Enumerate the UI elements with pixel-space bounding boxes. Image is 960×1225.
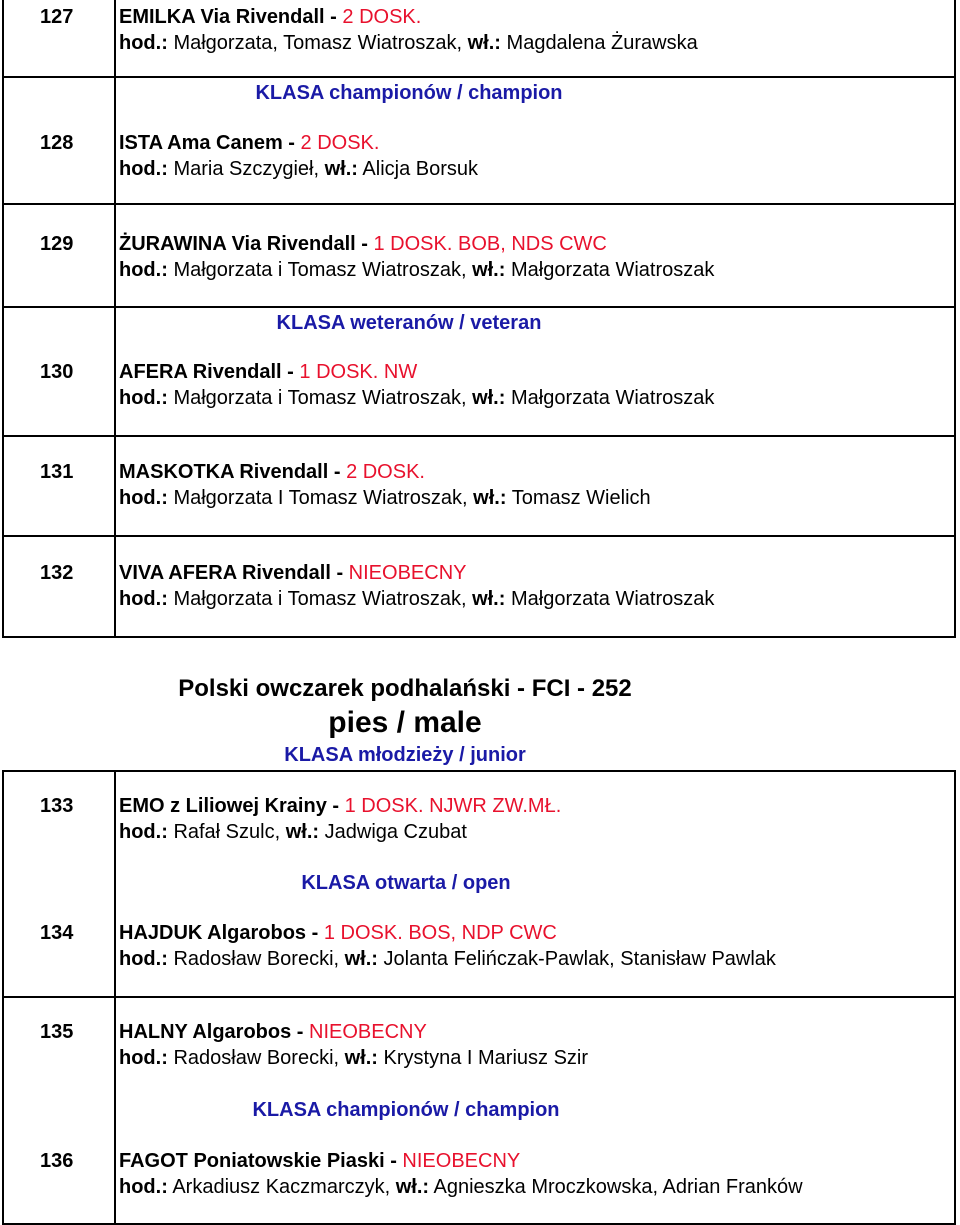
row-divider xyxy=(2,535,956,537)
dog-name: FAGOT Poniatowskie Piaski xyxy=(119,1150,385,1172)
dog-name: VIVA AFERA Rivendall xyxy=(119,562,331,584)
result: 1 DOSK. NJWR ZW.MŁ. xyxy=(344,795,562,817)
breeder: Małgorzata i Tomasz Wiatroszak, xyxy=(173,588,467,610)
breeder: Radosław Borecki, xyxy=(173,948,340,970)
entry-number: 128 xyxy=(40,132,74,154)
breeder: Rafał Szulc, xyxy=(173,821,281,843)
result: NIEOBECNY xyxy=(402,1150,521,1172)
entry-number: 133 xyxy=(40,795,74,817)
row-divider xyxy=(2,306,956,308)
owner: Jadwiga Czubat xyxy=(324,821,467,843)
breeder: Małgorzata i Tomasz Wiatroszak, xyxy=(173,387,467,409)
dog-name: ŻURAWINA Via Rivendall xyxy=(119,233,356,255)
breeder: Radosław Borecki, xyxy=(173,1047,340,1069)
owner: Małgorzata Wiatroszak xyxy=(510,259,715,281)
owner: Jolanta Felińczak-Pawlak, Stanisław Pawlak xyxy=(383,948,776,970)
dog-name: EMILKA Via Rivendall xyxy=(119,6,325,28)
row-divider xyxy=(2,76,956,78)
class-heading: KLASA młodzieży / junior xyxy=(284,744,526,766)
owner: Małgorzata Wiatroszak xyxy=(510,387,715,409)
owner: Agnieszka Mroczkowska, Adrian Franków xyxy=(433,1176,803,1198)
row-divider xyxy=(2,203,956,205)
class-heading: KLASA championów / champion xyxy=(252,1099,560,1121)
owner: Alicja Borsuk xyxy=(362,158,479,180)
breed-heading: Polski owczarek podhalański - FCI - 252 xyxy=(178,675,632,702)
class-heading: KLASA championów / champion xyxy=(255,82,563,104)
result: 2 DOSK. xyxy=(346,461,425,483)
entry-number: 130 xyxy=(40,361,74,383)
entry-number: 132 xyxy=(40,562,74,584)
class-heading: KLASA weteranów / veteran xyxy=(276,312,542,334)
owner: Magdalena Żurawska xyxy=(506,32,698,54)
result: NIEOBECNY xyxy=(309,1021,427,1043)
breeder: Małgorzata i Tomasz Wiatroszak, xyxy=(173,259,467,281)
entry-content: EMILKA Via Rivendall - 2 DOSK. hod.: Małgorzata, Tomasz Wiatroszak, wł.: Magdalena Żurawska xyxy=(119,6,698,54)
dog-name: HALNY Algarobos xyxy=(119,1021,292,1043)
dog-name: AFERA Rivendall xyxy=(119,361,282,383)
entry-number: 136 xyxy=(40,1150,74,1172)
result: NIEOBECNY xyxy=(348,562,467,584)
entry-number: 134 xyxy=(40,922,74,944)
entry-number: 129 xyxy=(40,233,74,255)
breeder: Arkadiusz Kaczmarczyk, xyxy=(172,1176,391,1198)
result: 2 DOSK. xyxy=(342,6,422,28)
dog-name: HAJDUK Algarobos xyxy=(119,922,307,944)
sex-heading: pies / male xyxy=(328,706,482,739)
breeder: Maria Szczygieł, xyxy=(173,158,320,180)
entry-number: 127 xyxy=(40,6,74,28)
dog-name: EMO z Liliowej Krainy xyxy=(119,795,327,817)
breeder: Małgorzata, Tomasz Wiatroszak, xyxy=(173,32,463,54)
class-heading: KLASA otwarta / open xyxy=(301,872,511,894)
dog-name: ISTA Ama Canem xyxy=(119,132,283,154)
result: 1 DOSK. BOS, NDP CWC xyxy=(323,922,557,944)
owner: Małgorzata Wiatroszak xyxy=(510,588,715,610)
row-divider xyxy=(2,435,956,437)
result: 2 DOSK. xyxy=(300,132,380,154)
owner: Tomasz Wielich xyxy=(511,487,651,509)
dog-name: MASKOTKA Rivendall xyxy=(119,461,329,483)
entry-number: 131 xyxy=(40,461,74,483)
entry-number: 135 xyxy=(40,1021,74,1043)
result: 1 DOSK. BOB, NDS CWC xyxy=(373,233,607,255)
owner: Krystyna I Mariusz Szir xyxy=(383,1047,589,1069)
row-divider xyxy=(2,996,956,998)
breeder: Małgorzata I Tomasz Wiatroszak, xyxy=(173,487,468,509)
result: 1 DOSK. NW xyxy=(299,361,418,383)
